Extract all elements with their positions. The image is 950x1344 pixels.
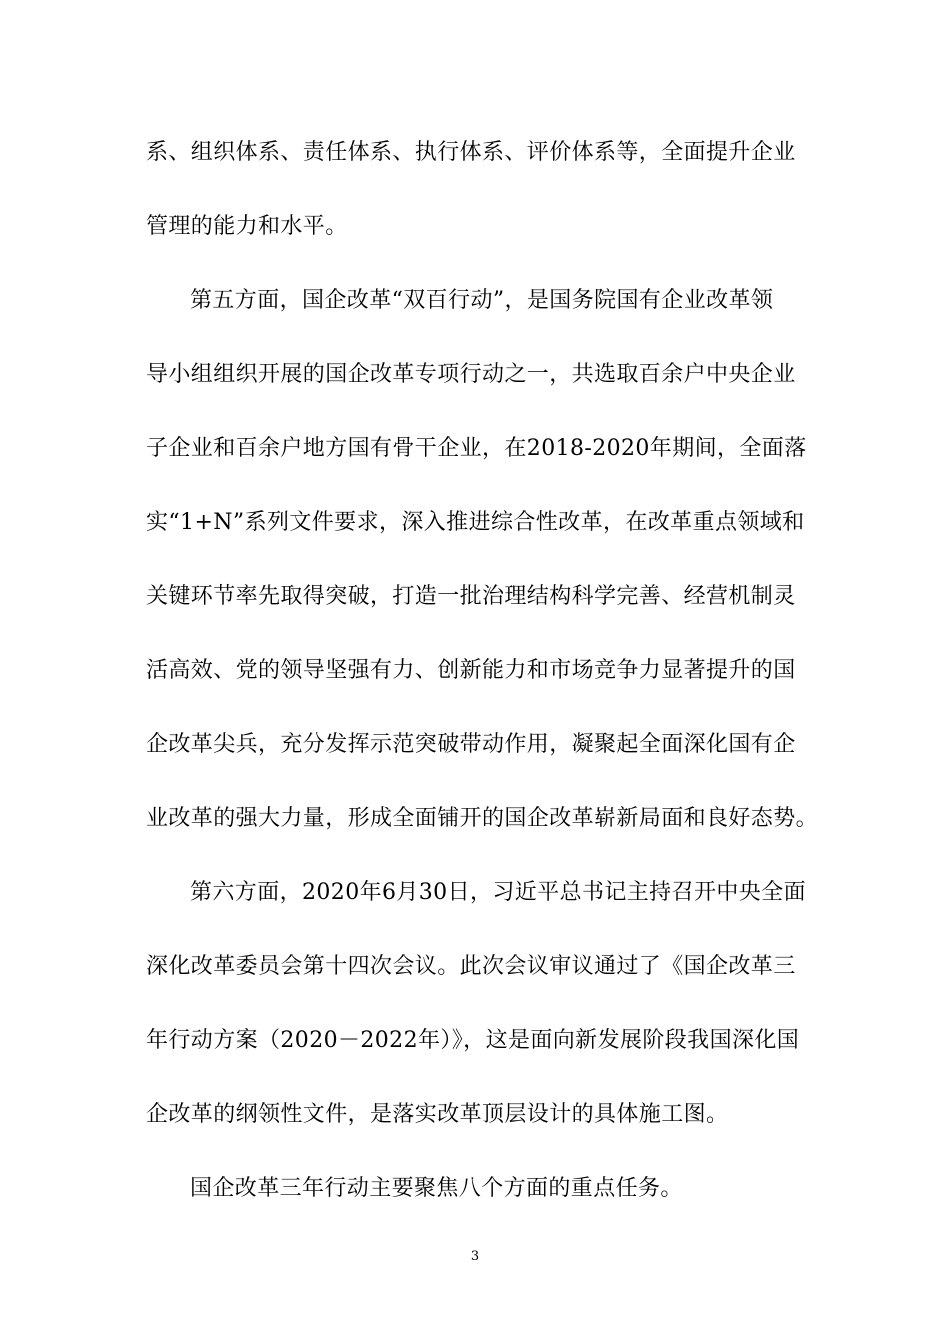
paragraph-start-line: 第六方面，2020年6月30日，习近平总书记主持召开中央全面 — [190, 880, 806, 905]
text-line: 子企业和百余户地方国有骨干企业，在2018-2020年期间，全面落 — [146, 436, 807, 461]
text-line: 管理的能力和水平。 — [146, 214, 348, 239]
text-line: 深化改革委员会第十四次会议。此次会议审议通过了《国企改革三 — [146, 954, 796, 979]
text-line: 业改革的强大力量，形成全面铺开的国企改革崭新局面和良好态势。 — [146, 806, 819, 831]
page-number: 3 — [470, 1249, 480, 1264]
text-line: 年行动方案（2020－2022年）》，这是面向新发展阶段我国深化国 — [146, 1028, 800, 1053]
paragraph-start-line: 第五方面，国企改革“双百行动”，是国务院国有企业改革领 — [190, 288, 774, 313]
text-line: 系、组织体系、责任体系、执行体系、评价体系等，全面提升企业 — [146, 140, 796, 165]
text-line: 企改革的纲领性文件，是落实改革顶层设计的具体施工图。 — [146, 1102, 729, 1127]
text-line: 企改革尖兵，充分发挥示范突破带动作用，凝聚起全面深化国有企 — [146, 732, 796, 757]
text-line: 活高效、党的领导坚强有力、创新能力和市场竞争力显著提升的国 — [146, 658, 796, 683]
text-line: 实“1+N”系列文件要求，深入推进综合性改革，在改革重点领域和 — [146, 510, 805, 535]
text-line: 关键环节率先取得突破，打造一批治理结构科学完善、经营机制灵 — [146, 584, 796, 609]
text-line: 导小组组织开展的国企改革专项行动之一，共选取百余户中央企业 — [146, 362, 796, 387]
paragraph-start-line: 国企改革三年行动主要聚焦八个方面的重点任务。 — [190, 1176, 683, 1201]
